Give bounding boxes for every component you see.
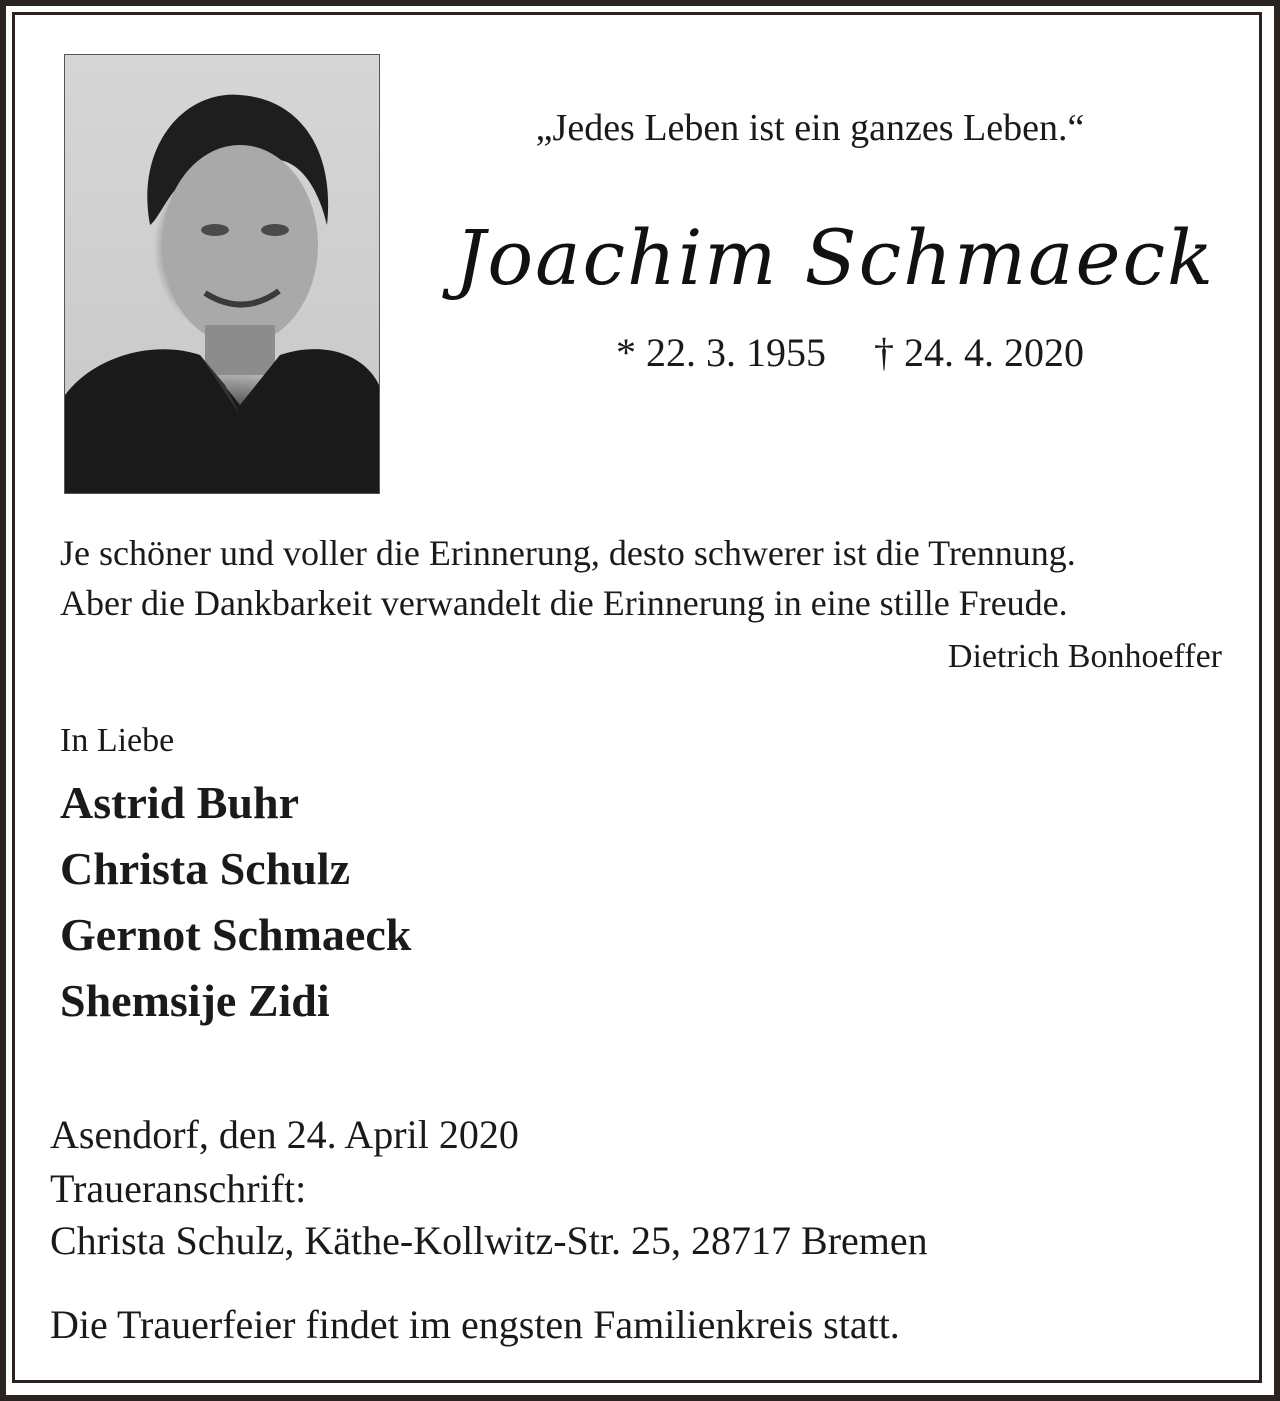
mourner-name: Astrid Buhr (60, 777, 299, 828)
quote (60, 528, 1240, 628)
mourners-list (60, 770, 411, 1034)
quote-line: Je schöner und voller die Erinnerung, desto schwerer ist die Trennung. (60, 533, 1076, 573)
quote-line: Aber die Dankbarkeit verwandelt die Erinnerung in eine stille Freude. (60, 583, 1068, 623)
mourning-address: Christa Schulz, Käthe-Kollwitz-Str. 25, 28717 Bremen (50, 1218, 928, 1263)
ceremony-note: Die Trauerfeier findet im engsten Familienkreis statt. (50, 1302, 900, 1347)
motto: „Jedes Leben ist ein ganzes Leben.“ (535, 107, 1085, 149)
mourner-name: Christa Schulz (60, 843, 351, 894)
place-date: Asendorf, den 24. April 2020 (50, 1112, 519, 1157)
mourner-name: Shemsije Zidi (60, 975, 330, 1026)
in-love-label: In Liebe (60, 722, 175, 759)
deceased-name: Joachim Schmaeck (454, 213, 1216, 302)
quote-author: Dietrich Bonhoeffer (947, 638, 1222, 675)
address-label: Traueranschrift: (50, 1166, 307, 1211)
life-dates (420, 328, 1280, 378)
portrait-photo (64, 54, 380, 494)
portrait-silhouette-icon (65, 55, 379, 493)
mourner-name: Gernot Schmaeck (60, 909, 412, 960)
death-date: † 24. 4. 2020 (874, 330, 1084, 375)
birth-date: * 22. 3. 1955 (616, 330, 826, 375)
